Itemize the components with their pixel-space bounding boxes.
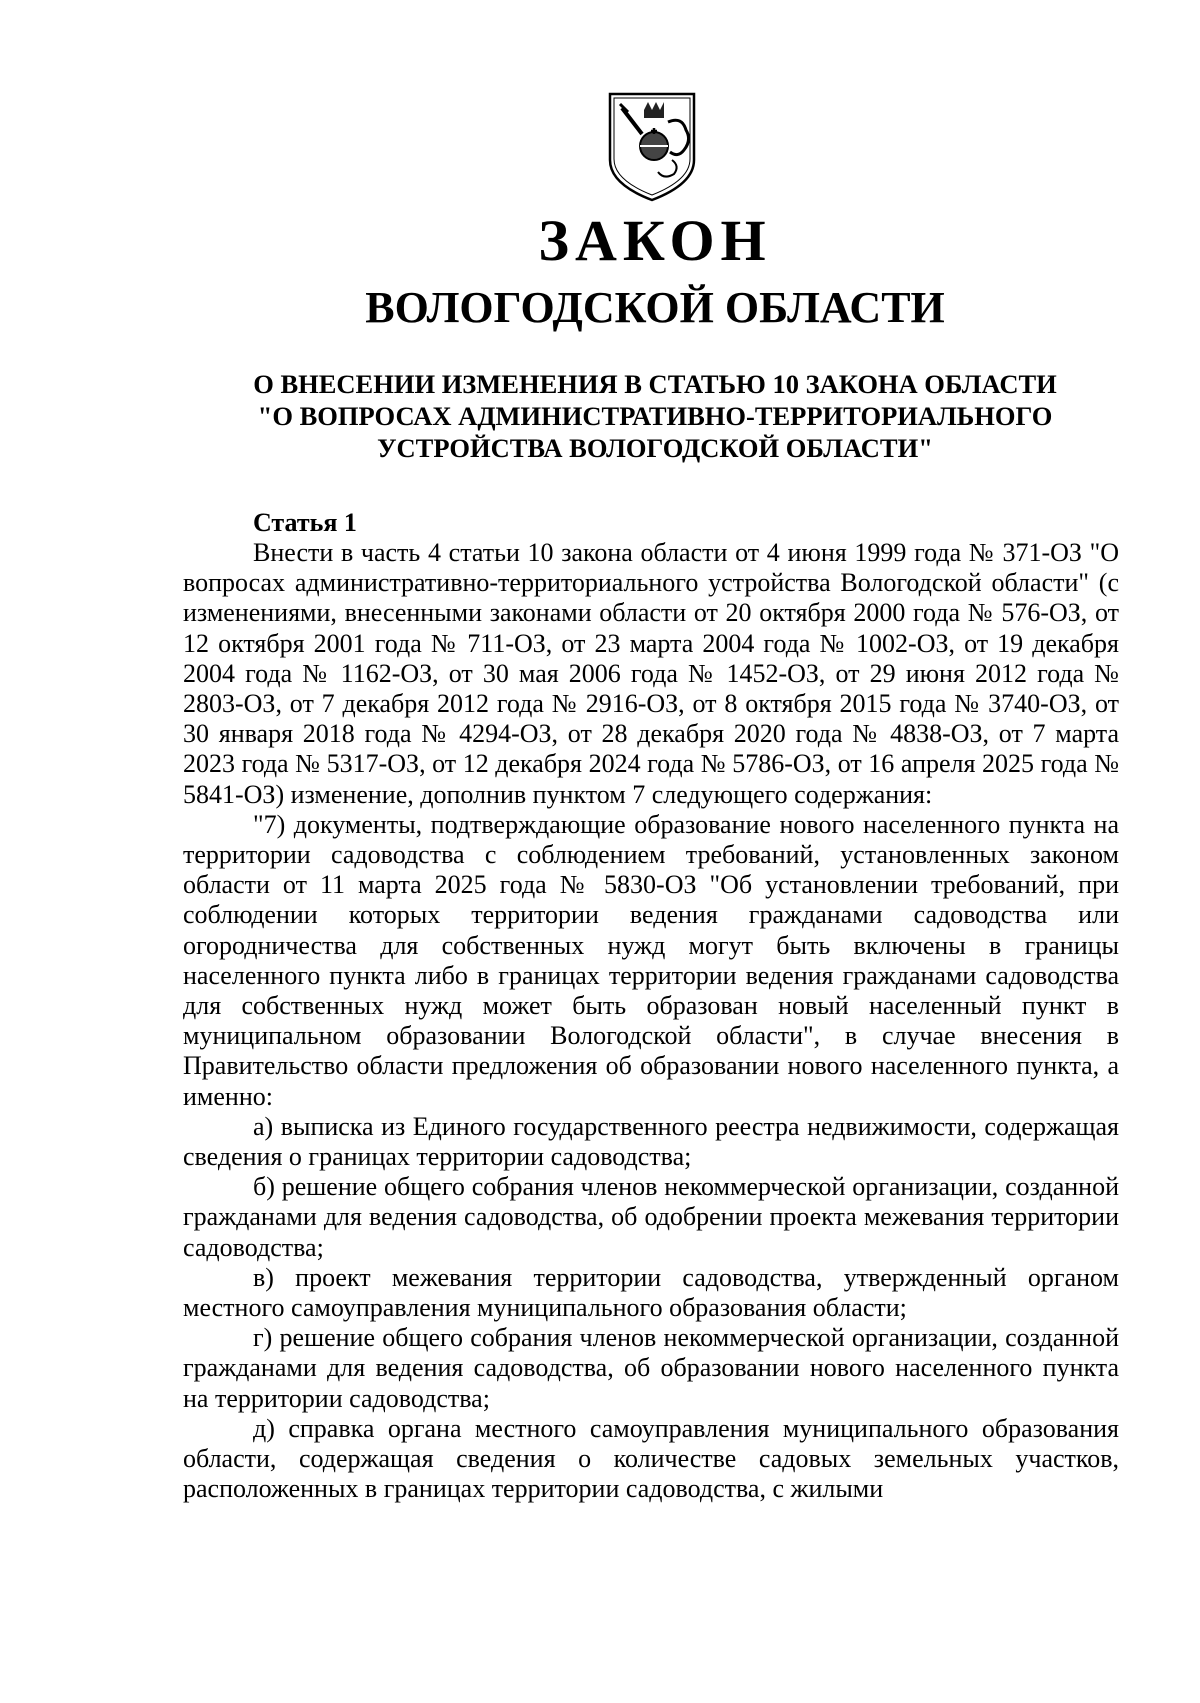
article-paragraph: а) выписка из Единого государственного реестра недвижимости, содержащая сведения о границах территории садоводства; [183,1111,1119,1172]
article-paragraph: б) решение общего собрания членов некоммерческой организации, созданной гражданами для ведения садоводства, об одобрении проекта межевания территории садоводства; [183,1172,1119,1262]
article-body [183,538,1119,1505]
region-title: ВОЛОГОДСКОЙ ОБЛАСТИ [365,283,945,332]
subject-line: О ВНЕСЕНИИ ИЗМЕНЕНИЯ В СТАТЬЮ 10 ЗАКОНА ОБЛАСТИ [253,369,1057,399]
article-paragraph: Внести в часть 4 статьи 10 закона области от 4 июня 1999 года № 371-ОЗ "О вопросах административно-территориального устройства Вологодской области" (с изменениями, внесенными законами области от 20 октября 2000 года № 576-ОЗ, от 12 октября 2001 года № 711-ОЗ, от 23 марта 2004 года № 1002-ОЗ, от 19 декабря 2004 года № 1162-ОЗ, от 30 мая 2006 года № 1452-ОЗ, от 29 июня 2012 года № 2803-ОЗ, от 7 декабря 2012 года № 2916-ОЗ, от 8 октября 2015 года № 3740-ОЗ, от 30 января 2018 года № 4294-ОЗ, от 28 декабря 2020 года № 4838-ОЗ, от 7 марта 2023 года № 5317-ОЗ, от 12 декабря 2024 года № 5786-ОЗ, от 16 апреля 2025 года № 5841-ОЗ) изменение, дополнив пунктом 7 следующего содержания: [183,538,1119,809]
article-heading: Статья 1 [253,508,357,537]
article-paragraph: г) решение общего собрания членов некоммерческой организации, созданной гражданами для ведения садоводства, об образовании нового населенного пункта на территории садоводства; [183,1323,1119,1413]
subject-line: "О ВОПРОСАХ АДМИНИСТРАТИВНО-ТЕРРИТОРИАЛЬНОГО [257,401,1053,431]
law-subject-title [0,368,1200,464]
law-title: ЗАКОН [538,208,772,273]
article-paragraph: в) проект межевания территории садоводства, утвержденный органом местного самоуправления муниципального образования области; [183,1262,1119,1323]
article-paragraph: д) справка органа местного самоуправления муниципального образования области, содержащая сведения о количестве садовых земельных участков, расположенных в границах территории садоводства, с жилыми [183,1413,1119,1504]
coat-of-arms-icon [602,88,702,202]
article-paragraph: "7) документы, подтверждающие образование нового населенного пункта на территории садоводства с соблюдением требований, установленных законом области от 11 марта 2025 года № 5830-ОЗ "Об установлении требований, при соблюдении которых территории ведения гражданами садоводства или огородничества для собственных нужд могут быть включены в границы населенного пункта либо в границах территории ведения гражданами садоводства для собственных нужд может быть образован новый населенный пункт в муниципальном образовании Вологодской области", в случае внесения в Правительство области предложения об образовании нового населенного пункта, а именно: [183,809,1119,1111]
subject-line: УСТРОЙСТВА ВОЛОГОДСКОЙ ОБЛАСТИ" [377,433,933,463]
coat-of-arms-emblem [602,88,702,202]
